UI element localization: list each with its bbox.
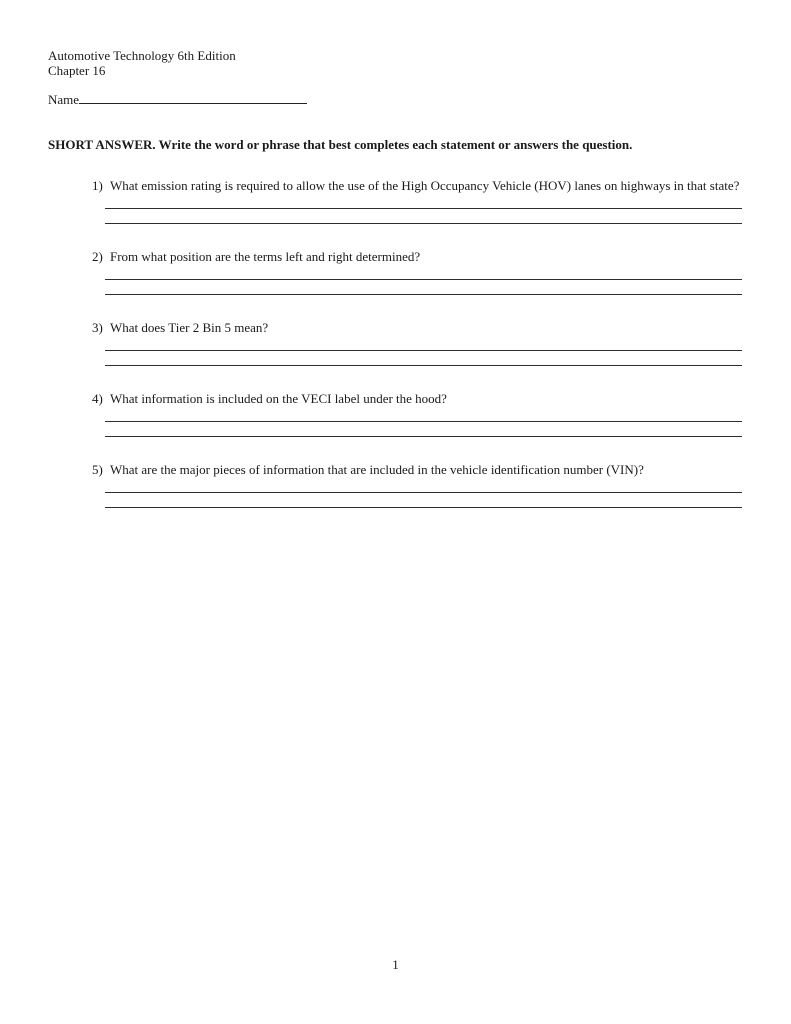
question-text: What are the major pieces of information that are included in the vehicle identification number (VIN)? xyxy=(110,462,644,477)
question-text-block xyxy=(92,177,742,194)
question-text: What information is included on the VECI label under the hood? xyxy=(110,391,447,406)
question-text-block xyxy=(92,390,742,407)
name-label: Name xyxy=(48,92,80,107)
answer-line xyxy=(105,507,742,508)
name-blank-line xyxy=(79,91,307,104)
question-number: 3) xyxy=(92,320,103,335)
name-row xyxy=(48,91,791,107)
chapter-label: Chapter 16 xyxy=(48,63,106,78)
question-text: From what position are the terms left and right determined? xyxy=(110,249,421,264)
answer-line xyxy=(105,223,742,224)
answer-line xyxy=(105,279,742,280)
answer-line xyxy=(105,350,742,351)
question-number: 1) xyxy=(92,178,103,193)
answer-lines xyxy=(105,350,742,366)
question xyxy=(92,390,742,437)
answer-lines xyxy=(105,208,742,224)
answer-lines xyxy=(105,279,742,295)
answer-lines xyxy=(105,421,742,437)
answer-line xyxy=(105,421,742,422)
answer-line xyxy=(105,492,742,493)
question-number: 2) xyxy=(92,249,103,264)
question xyxy=(92,319,742,366)
question xyxy=(92,461,742,508)
question-text-block xyxy=(92,461,742,478)
question-text-block xyxy=(92,319,742,336)
answer-line xyxy=(105,436,742,437)
document-header xyxy=(48,48,791,78)
section-instruction: SHORT ANSWER. Write the word or phrase that best completes each statement or answers the question. xyxy=(48,137,633,152)
answer-line xyxy=(105,208,742,209)
question xyxy=(92,177,742,224)
question-text: What emission rating is required to allow the use of the High Occupancy Vehicle (HOV) lanes on highways in that state? xyxy=(110,178,740,193)
course-title: Automotive Technology 6th Edition xyxy=(48,48,236,63)
question-text: What does Tier 2 Bin 5 mean? xyxy=(110,320,269,335)
page-content xyxy=(0,0,791,508)
answer-line xyxy=(105,294,742,295)
answer-lines xyxy=(105,492,742,508)
question-number: 5) xyxy=(92,462,103,477)
question-text-block xyxy=(92,248,742,265)
question xyxy=(92,248,742,295)
question-number: 4) xyxy=(92,391,103,406)
answer-line xyxy=(105,365,742,366)
page-number: 1 xyxy=(392,957,399,972)
